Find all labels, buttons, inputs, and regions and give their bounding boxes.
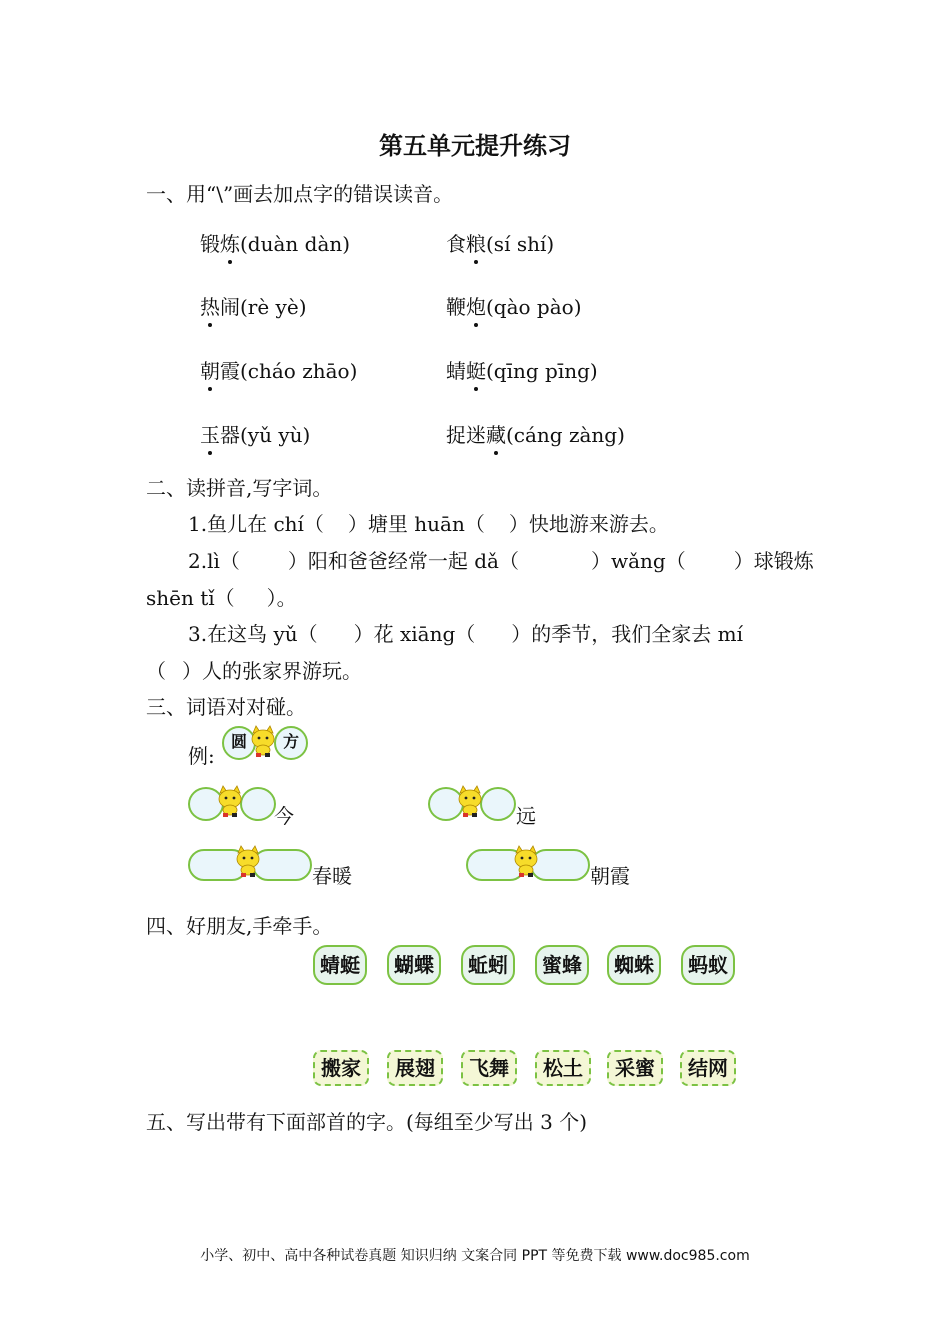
footer-text: 小学、初中、高中各种试卷真题 知识归纳 文案合同 PPT 等免费下载 www.doc985.com bbox=[200, 1248, 750, 1264]
q1-item-8: 捉迷藏(cáng zàng) bbox=[446, 419, 625, 448]
q1-item-5: 朝霞(cháo zhāo) bbox=[200, 355, 357, 384]
example-label: 例: bbox=[188, 744, 215, 768]
page-title: 第五单元提升练习 bbox=[379, 132, 571, 160]
q1-item-2: 食粮(sí shí) bbox=[446, 228, 554, 257]
example-right-char: 方 bbox=[282, 732, 299, 751]
action-tag[interactable]: 采蜜 bbox=[607, 1050, 663, 1086]
q2-line-5: （ ）人的张家界游玩。 bbox=[146, 659, 362, 683]
q2-line-3: shēn tǐ（ ）。 bbox=[146, 586, 297, 610]
animal-tag[interactable]: 蜻蜓 bbox=[313, 945, 367, 985]
q1-item-7: 玉器(yǔ yù) bbox=[200, 419, 310, 448]
q2-line-2: 2.lì（ ）阳和爸爸经常一起 dǎ（ ）wǎng（ ）球锻炼 bbox=[188, 549, 814, 573]
pair-4-word: 朝霞 bbox=[590, 864, 630, 888]
pair-3-word: 春暖 bbox=[312, 864, 352, 888]
q1-item-4: 鞭炮(qào pào) bbox=[446, 291, 582, 320]
animal-tag[interactable]: 蚯蚓 bbox=[461, 945, 515, 985]
example-left-char: 圆 bbox=[230, 732, 247, 751]
q1-item-6: 蜻蜓(qīng pīng) bbox=[446, 355, 598, 384]
animal-tag[interactable]: 蜜蜂 bbox=[535, 945, 589, 985]
pair-2-word: 远 bbox=[516, 804, 536, 828]
cat-icon bbox=[214, 785, 246, 823]
q2-line-4: 3.在这鸟 yǔ（ ）花 xiāng（ ）的季节，我们全家去 mí bbox=[188, 622, 743, 646]
action-tag[interactable]: 飞舞 bbox=[461, 1050, 517, 1086]
action-tag[interactable]: 搬家 bbox=[313, 1050, 369, 1086]
section-3-heading: 三、词语对对碰。 bbox=[146, 695, 306, 719]
q1-item-3: 热闹(rè yè) bbox=[200, 291, 307, 320]
action-tag[interactable]: 展翅 bbox=[387, 1050, 443, 1086]
action-tag[interactable]: 结网 bbox=[680, 1050, 736, 1086]
section-4-heading: 四、好朋友,手牵手。 bbox=[146, 914, 333, 938]
cat-icon bbox=[247, 725, 279, 763]
cat-icon bbox=[510, 845, 542, 883]
q1-item-1: 锻炼(duàn dàn) bbox=[200, 228, 350, 257]
cat-icon bbox=[232, 845, 264, 883]
action-tag[interactable]: 松土 bbox=[535, 1050, 591, 1086]
section-1-heading: 一、用“\”画去加点字的错误读音。 bbox=[146, 182, 454, 206]
q2-line-1: 1.鱼儿在 chí（ ）塘里 huān（ ）快地游来游去。 bbox=[188, 512, 669, 536]
section-5-heading: 五、写出带有下面部首的字。(每组至少写出 3 个) bbox=[146, 1110, 588, 1134]
pair-1-word: 今 bbox=[274, 804, 294, 828]
animal-tag[interactable]: 蚂蚁 bbox=[681, 945, 735, 985]
cat-icon bbox=[454, 785, 486, 823]
animal-tag[interactable]: 蜘蛛 bbox=[607, 945, 661, 985]
animal-tag[interactable]: 蝴蝶 bbox=[387, 945, 441, 985]
section-2-heading: 二、读拼音,写字词。 bbox=[146, 476, 333, 500]
